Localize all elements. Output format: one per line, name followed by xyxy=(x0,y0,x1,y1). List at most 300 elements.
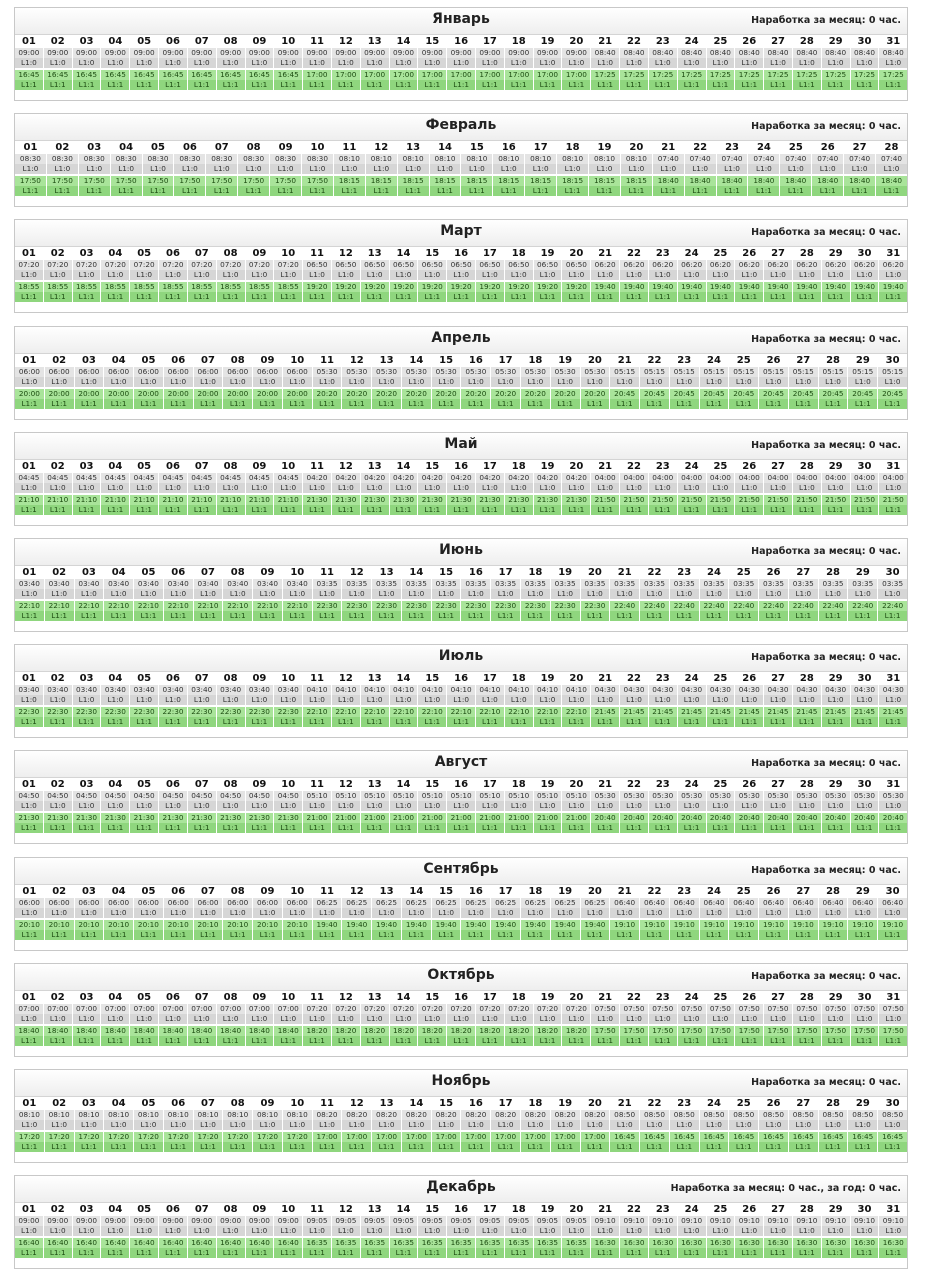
on-time-cell: 05:10 xyxy=(390,791,419,801)
on-time-cell: 04:00 xyxy=(879,473,907,483)
month-block xyxy=(14,7,908,101)
day-number-cell: 17 xyxy=(476,672,505,685)
off-level-cell: L1:1 xyxy=(217,505,246,515)
day-number-cell: 29 xyxy=(822,1203,851,1216)
day-number-cell: 24 xyxy=(700,885,730,898)
on-time-cell: 03:35 xyxy=(789,579,819,589)
on-time-cell: 08:20 xyxy=(551,1110,581,1120)
day-number-cell: 05 xyxy=(134,566,164,579)
off-level-cell: L1:1 xyxy=(447,717,476,727)
off-time-cell: 18:55 xyxy=(15,282,44,292)
off-level-cell: L1:1 xyxy=(878,1142,907,1152)
day-number-cell: 17 xyxy=(491,354,521,367)
day-number-cell: 15 xyxy=(418,247,447,260)
off-time-cell: 16:45 xyxy=(878,1132,907,1142)
on-time-cell: 05:30 xyxy=(735,791,764,801)
on-time-cell: 09:05 xyxy=(390,1216,419,1226)
off-time-cell: 20:20 xyxy=(372,389,402,399)
off-time-cell: 17:00 xyxy=(505,70,534,80)
on-level-cell: L1:0 xyxy=(303,483,332,493)
off-time-cell: 18:15 xyxy=(493,176,525,186)
on-time-cell: 03:35 xyxy=(461,579,491,589)
day-number-cell: 28 xyxy=(793,460,822,473)
on-level-cell: L1:0 xyxy=(491,589,521,599)
off-level-cell: L1:1 xyxy=(159,823,188,833)
on-time-cell: 03:40 xyxy=(164,579,194,589)
on-level-cell: L1:0 xyxy=(402,377,432,387)
day-number-cell: 25 xyxy=(729,885,759,898)
off-level-cell: L1:1 xyxy=(104,611,134,621)
on-level-cell: L1:0 xyxy=(505,1226,534,1236)
on-level-cell: L1:0 xyxy=(534,483,563,493)
day-number-cell: 20 xyxy=(562,1203,591,1216)
day-number-cell: 26 xyxy=(759,566,789,579)
on-time-cell: 09:00 xyxy=(73,48,102,58)
day-number-cell: 11 xyxy=(334,141,366,154)
on-time-cell: 06:50 xyxy=(303,260,332,270)
on-level-cell: L1:0 xyxy=(418,58,447,68)
on-time-cell: 05:15 xyxy=(789,367,819,377)
off-level-cell: L1:1 xyxy=(15,823,44,833)
on-level-cell: L1:0 xyxy=(591,1226,620,1236)
day-number-cell: 22 xyxy=(640,566,670,579)
day-number-cell: 30 xyxy=(851,778,880,791)
on-level-cell: L1:0 xyxy=(361,1226,390,1236)
off-level-cell: L1:1 xyxy=(447,1036,476,1046)
off-time-cell: 18:20 xyxy=(505,1026,534,1036)
day-number-cell: 03 xyxy=(75,566,105,579)
on-time-cell: 06:50 xyxy=(447,260,476,270)
on-time-cell: 09:10 xyxy=(735,1216,764,1226)
day-number-cell: 11 xyxy=(313,354,343,367)
on-level-cell: L1:0 xyxy=(44,1226,73,1236)
off-time-cell: 17:50 xyxy=(238,176,270,186)
on-time-cell: 03:40 xyxy=(44,685,73,695)
off-time-cell: 19:20 xyxy=(303,282,332,292)
off-level-cell: L1:1 xyxy=(313,611,343,621)
off-level-cell: L1:1 xyxy=(729,399,759,409)
on-level-cell: L1:0 xyxy=(562,270,591,280)
off-level-cell: L1:1 xyxy=(302,186,334,196)
off-level-cell: L1:1 xyxy=(418,717,447,727)
off-level-cell: L1:1 xyxy=(217,292,246,302)
off-time-cell: 20:10 xyxy=(45,920,75,930)
off-time-cell: 21:30 xyxy=(476,495,505,505)
on-time-cell: 09:00 xyxy=(188,1216,217,1226)
off-time-cell: 18:15 xyxy=(398,176,430,186)
on-time-cell: 08:50 xyxy=(640,1110,670,1120)
off-level-cell: L1:1 xyxy=(678,1248,707,1258)
off-time-cell: 16:45 xyxy=(15,70,44,80)
on-time-cell: 05:30 xyxy=(521,367,551,377)
off-time-cell: 21:30 xyxy=(159,813,188,823)
off-time-cell: 16:35 xyxy=(534,1238,563,1248)
off-level-cell: L1:1 xyxy=(303,80,332,90)
off-time-cell: 19:40 xyxy=(591,282,620,292)
day-number-cell: 29 xyxy=(822,35,851,48)
off-time-cell: 21:45 xyxy=(649,707,678,717)
off-level-cell: L1:1 xyxy=(505,1248,534,1258)
day-number-cell: 30 xyxy=(851,991,880,1004)
on-time-cell: 07:50 xyxy=(822,1004,851,1014)
on-level-cell: L1:0 xyxy=(793,695,822,705)
on-level-cell: L1:0 xyxy=(620,801,649,811)
day-number-cell: 20 xyxy=(562,672,591,685)
on-time-cell: 07:40 xyxy=(748,154,780,164)
day-number-cell: 27 xyxy=(764,460,793,473)
off-time-cell: 19:20 xyxy=(418,282,447,292)
off-time-cell: 21:10 xyxy=(44,495,73,505)
day-number-cell: 28 xyxy=(819,1097,849,1110)
day-number-cell: 22 xyxy=(640,354,670,367)
on-time-cell: 06:50 xyxy=(562,260,591,270)
day-number-cell: 14 xyxy=(402,885,432,898)
off-time-cell: 20:20 xyxy=(581,389,611,399)
on-time-cell: 07:50 xyxy=(879,1004,907,1014)
day-number-cell: 15 xyxy=(418,1203,447,1216)
on-time-cell: 05:15 xyxy=(729,367,759,377)
off-level-cell: L1:1 xyxy=(461,930,491,940)
off-level-cell: L1:1 xyxy=(521,611,551,621)
on-time-cell: 07:50 xyxy=(678,1004,707,1014)
day-number-cell: 03 xyxy=(73,460,102,473)
day-number-cell: 16 xyxy=(493,141,525,154)
off-time-cell: 18:20 xyxy=(303,1026,332,1036)
off-level-cell: L1:1 xyxy=(44,1248,73,1258)
on-level-cell: L1:0 xyxy=(159,1226,188,1236)
day-number-cell: 12 xyxy=(332,991,361,1004)
off-time-cell: 22:30 xyxy=(15,707,44,717)
on-level-cell: L1:0 xyxy=(793,801,822,811)
off-time-cell: 21:30 xyxy=(534,495,563,505)
off-level-cell: L1:1 xyxy=(793,1248,822,1258)
off-level-cell: L1:1 xyxy=(101,1036,130,1046)
off-time-cell: 22:10 xyxy=(476,707,505,717)
month-block xyxy=(14,644,908,738)
on-time-cell: 04:30 xyxy=(591,685,620,695)
on-level-cell: L1:0 xyxy=(534,58,563,68)
on-level-cell: L1:0 xyxy=(764,483,793,493)
day-number-cell: 10 xyxy=(274,1203,303,1216)
off-time-cell: 22:40 xyxy=(640,601,670,611)
off-time-cell: 20:40 xyxy=(620,813,649,823)
on-time-cell: 03:40 xyxy=(223,579,253,589)
off-level-cell: L1:1 xyxy=(134,930,164,940)
on-level-cell: L1:0 xyxy=(402,589,432,599)
on-level-cell: L1:0 xyxy=(610,377,640,387)
day-number-cell: 12 xyxy=(332,672,361,685)
off-level-cell: L1:1 xyxy=(418,823,447,833)
month-hours-summary: Наработка за месяц: 0 час. xyxy=(751,652,901,663)
off-time-cell: 21:30 xyxy=(505,495,534,505)
on-level-cell: L1:0 xyxy=(461,589,491,599)
off-level-cell: L1:1 xyxy=(640,399,670,409)
day-number-cell: 01 xyxy=(15,35,44,48)
month-header xyxy=(15,327,907,354)
on-time-cell: 09:00 xyxy=(159,1216,188,1226)
on-time-cell: 07:00 xyxy=(159,1004,188,1014)
off-level-cell: L1:1 xyxy=(620,823,649,833)
off-level-cell: L1:1 xyxy=(878,930,907,940)
day-number-cell: 06 xyxy=(159,672,188,685)
on-level-cell: L1:0 xyxy=(361,801,390,811)
on-time-cell: 07:40 xyxy=(780,154,812,164)
on-time-cell: 04:30 xyxy=(879,685,907,695)
on-time-cell: 06:40 xyxy=(729,898,759,908)
on-time-cell: 08:10 xyxy=(45,1110,75,1120)
off-time-cell: 17:25 xyxy=(678,70,707,80)
off-time-cell: 21:30 xyxy=(246,813,275,823)
off-time-cell: 16:45 xyxy=(130,70,159,80)
on-level-cell: L1:0 xyxy=(879,695,907,705)
off-time-cell: 19:10 xyxy=(789,920,819,930)
off-level-cell: L1:1 xyxy=(476,717,505,727)
on-level-cell: L1:0 xyxy=(649,801,678,811)
on-level-cell: L1:0 xyxy=(332,483,361,493)
day-number-cell: 04 xyxy=(104,885,134,898)
on-level-cell: L1:0 xyxy=(274,1014,303,1024)
on-time-cell: 06:40 xyxy=(700,898,730,908)
off-level-cell: L1:1 xyxy=(101,80,130,90)
day-number-cell: 19 xyxy=(534,1203,563,1216)
off-level-cell: L1:1 xyxy=(819,611,849,621)
day-number-cell: 23 xyxy=(649,991,678,1004)
on-level-cell: L1:0 xyxy=(851,1226,880,1236)
day-grid xyxy=(15,35,907,90)
day-number-cell: 01 xyxy=(15,141,47,154)
off-level-cell: L1:1 xyxy=(476,292,505,302)
on-level-cell: L1:0 xyxy=(159,801,188,811)
on-time-cell: 07:20 xyxy=(101,260,130,270)
on-level-cell: L1:0 xyxy=(707,695,736,705)
on-level-cell: L1:0 xyxy=(302,164,334,174)
off-level-cell: L1:1 xyxy=(461,186,493,196)
on-time-cell: 04:45 xyxy=(188,473,217,483)
on-level-cell: L1:0 xyxy=(476,1014,505,1024)
off-time-row xyxy=(15,813,907,823)
on-time-cell: 05:30 xyxy=(851,791,880,801)
on-time-cell: 05:30 xyxy=(581,367,611,377)
off-time-cell: 22:30 xyxy=(521,601,551,611)
off-time-cell: 17:50 xyxy=(678,1026,707,1036)
on-time-cell: 08:10 xyxy=(75,1110,105,1120)
off-level-cell: L1:1 xyxy=(45,399,75,409)
off-level-cell: L1:1 xyxy=(476,1248,505,1258)
off-level-cell: L1:1 xyxy=(610,1142,640,1152)
on-level-cell: L1:0 xyxy=(620,695,649,705)
on-level-row xyxy=(15,164,907,174)
on-level-cell: L1:0 xyxy=(15,589,45,599)
day-number-cell: 16 xyxy=(447,672,476,685)
on-time-cell: 08:20 xyxy=(402,1110,432,1120)
day-number-cell: 05 xyxy=(134,1097,164,1110)
on-time-cell: 03:35 xyxy=(551,579,581,589)
on-level-cell: L1:0 xyxy=(418,483,447,493)
day-number-cell: 24 xyxy=(678,35,707,48)
off-time-cell: 17:25 xyxy=(649,70,678,80)
off-level-cell: L1:1 xyxy=(73,823,102,833)
on-level-cell: L1:0 xyxy=(372,908,402,918)
on-time-cell: 09:05 xyxy=(361,1216,390,1226)
day-number-cell: 20 xyxy=(562,460,591,473)
on-time-cell: 07:50 xyxy=(764,1004,793,1014)
off-level-cell: L1:1 xyxy=(432,399,462,409)
on-time-cell: 07:40 xyxy=(844,154,876,164)
day-number-cell: 02 xyxy=(45,1097,75,1110)
on-time-cell: 06:50 xyxy=(361,260,390,270)
on-level-cell: L1:0 xyxy=(390,270,419,280)
day-number-cell: 08 xyxy=(223,1097,253,1110)
on-time-cell: 09:00 xyxy=(15,1216,44,1226)
off-time-cell: 17:50 xyxy=(707,1026,736,1036)
on-level-cell: L1:0 xyxy=(303,58,332,68)
off-time-cell: 19:40 xyxy=(521,920,551,930)
day-number-cell: 27 xyxy=(764,247,793,260)
on-time-cell: 03:40 xyxy=(194,579,224,589)
off-time-cell: 21:00 xyxy=(562,813,591,823)
off-level-cell: L1:1 xyxy=(134,1142,164,1152)
off-time-cell: 16:45 xyxy=(700,1132,730,1142)
off-level-cell: L1:1 xyxy=(851,1036,880,1046)
off-time-cell: 18:40 xyxy=(73,1026,102,1036)
off-time-cell: 19:10 xyxy=(759,920,789,930)
off-time-cell: 21:30 xyxy=(101,813,130,823)
day-number-row xyxy=(15,1203,907,1216)
day-number-cell: 06 xyxy=(159,35,188,48)
day-number-cell: 09 xyxy=(246,247,275,260)
off-time-cell: 19:40 xyxy=(620,282,649,292)
off-level-cell: L1:1 xyxy=(188,1248,217,1258)
day-number-cell: 28 xyxy=(793,991,822,1004)
day-number-cell: 07 xyxy=(194,354,224,367)
off-time-cell: 16:45 xyxy=(246,70,275,80)
day-number-cell: 20 xyxy=(562,35,591,48)
off-level-cell: L1:1 xyxy=(707,1036,736,1046)
off-level-cell: L1:1 xyxy=(47,186,79,196)
day-grid xyxy=(15,1097,907,1152)
day-number-cell: 19 xyxy=(589,141,621,154)
day-number-cell: 20 xyxy=(581,885,611,898)
day-number-cell: 21 xyxy=(610,354,640,367)
day-number-row xyxy=(15,566,907,579)
off-level-cell: L1:1 xyxy=(206,186,238,196)
on-time-cell: 06:20 xyxy=(649,260,678,270)
on-level-cell: L1:0 xyxy=(44,801,73,811)
off-time-cell: 16:40 xyxy=(188,1238,217,1248)
on-level-cell: L1:0 xyxy=(700,1120,730,1130)
off-time-cell: 18:40 xyxy=(159,1026,188,1036)
on-level-cell: L1:0 xyxy=(130,1014,159,1024)
off-level-cell: L1:1 xyxy=(418,1036,447,1046)
on-level-cell: L1:0 xyxy=(851,483,880,493)
day-number-cell: 26 xyxy=(759,1097,789,1110)
off-time-cell: 16:45 xyxy=(640,1132,670,1142)
on-level-cell: L1:0 xyxy=(101,58,130,68)
on-level-cell: L1:0 xyxy=(75,589,105,599)
on-time-cell: 09:00 xyxy=(303,48,332,58)
on-time-cell: 09:00 xyxy=(188,48,217,58)
day-number-cell: 29 xyxy=(848,354,878,367)
on-level-cell: L1:0 xyxy=(334,164,366,174)
off-time-cell: 22:40 xyxy=(878,601,907,611)
off-level-cell: L1:1 xyxy=(700,1142,730,1152)
off-time-cell: 21:50 xyxy=(649,495,678,505)
day-number-cell: 26 xyxy=(759,354,789,367)
off-level-cell: L1:1 xyxy=(678,823,707,833)
on-level-cell: L1:0 xyxy=(303,695,332,705)
day-number-cell: 16 xyxy=(461,1097,491,1110)
on-time-cell: 04:20 xyxy=(303,473,332,483)
on-time-cell: 04:10 xyxy=(303,685,332,695)
off-level-cell: L1:1 xyxy=(246,717,275,727)
on-time-cell: 06:00 xyxy=(15,898,45,908)
off-level-cell: L1:1 xyxy=(649,80,678,90)
day-number-cell: 13 xyxy=(361,991,390,1004)
day-number-cell: 01 xyxy=(15,885,45,898)
off-level-cell: L1:1 xyxy=(104,399,134,409)
on-time-cell: 07:20 xyxy=(303,1004,332,1014)
off-level-cell: L1:1 xyxy=(764,1248,793,1258)
day-number-cell: 15 xyxy=(418,672,447,685)
off-level-cell: L1:1 xyxy=(332,1036,361,1046)
on-level-cell: L1:0 xyxy=(476,483,505,493)
on-level-cell: L1:0 xyxy=(759,377,789,387)
off-time-cell: 18:55 xyxy=(130,282,159,292)
day-number-cell: 12 xyxy=(332,247,361,260)
off-level-cell: L1:1 xyxy=(851,292,880,302)
day-number-cell: 26 xyxy=(812,141,844,154)
on-time-cell: 06:50 xyxy=(390,260,419,270)
on-time-cell: 08:40 xyxy=(707,48,736,58)
off-level-cell: L1:1 xyxy=(700,611,730,621)
off-level-cell: L1:1 xyxy=(372,930,402,940)
day-number-cell: 15 xyxy=(432,1097,462,1110)
off-level-cell: L1:1 xyxy=(521,930,551,940)
on-time-cell: 03:40 xyxy=(134,579,164,589)
day-number-cell: 15 xyxy=(418,35,447,48)
on-level-cell: L1:0 xyxy=(332,1014,361,1024)
day-number-row xyxy=(15,672,907,685)
off-level-cell: L1:1 xyxy=(159,1248,188,1258)
day-number-cell: 03 xyxy=(73,1203,102,1216)
off-level-cell: L1:1 xyxy=(361,823,390,833)
on-time-cell: 08:10 xyxy=(253,1110,283,1120)
on-level-row xyxy=(15,589,907,599)
off-time-cell: 18:40 xyxy=(748,176,780,186)
day-number-cell: 13 xyxy=(361,672,390,685)
day-number-cell: 28 xyxy=(819,566,849,579)
on-time-row xyxy=(15,260,907,270)
on-time-cell: 05:10 xyxy=(447,791,476,801)
on-time-cell: 04:10 xyxy=(505,685,534,695)
off-time-cell: 22:10 xyxy=(534,707,563,717)
day-number-cell: 11 xyxy=(303,1203,332,1216)
day-number-cell: 16 xyxy=(447,35,476,48)
day-number-cell: 23 xyxy=(670,566,700,579)
on-level-cell: L1:0 xyxy=(283,377,313,387)
off-level-cell: L1:1 xyxy=(159,292,188,302)
on-level-cell: L1:0 xyxy=(447,801,476,811)
on-level-cell: L1:0 xyxy=(461,164,493,174)
off-level-cell: L1:1 xyxy=(879,717,907,727)
off-level-cell: L1:1 xyxy=(101,823,130,833)
day-number-row xyxy=(15,354,907,367)
day-number-cell: 17 xyxy=(476,247,505,260)
off-time-cell: 18:15 xyxy=(366,176,398,186)
on-level-cell: L1:0 xyxy=(878,589,907,599)
on-time-cell: 08:40 xyxy=(851,48,880,58)
off-level-cell: L1:1 xyxy=(246,1036,275,1046)
